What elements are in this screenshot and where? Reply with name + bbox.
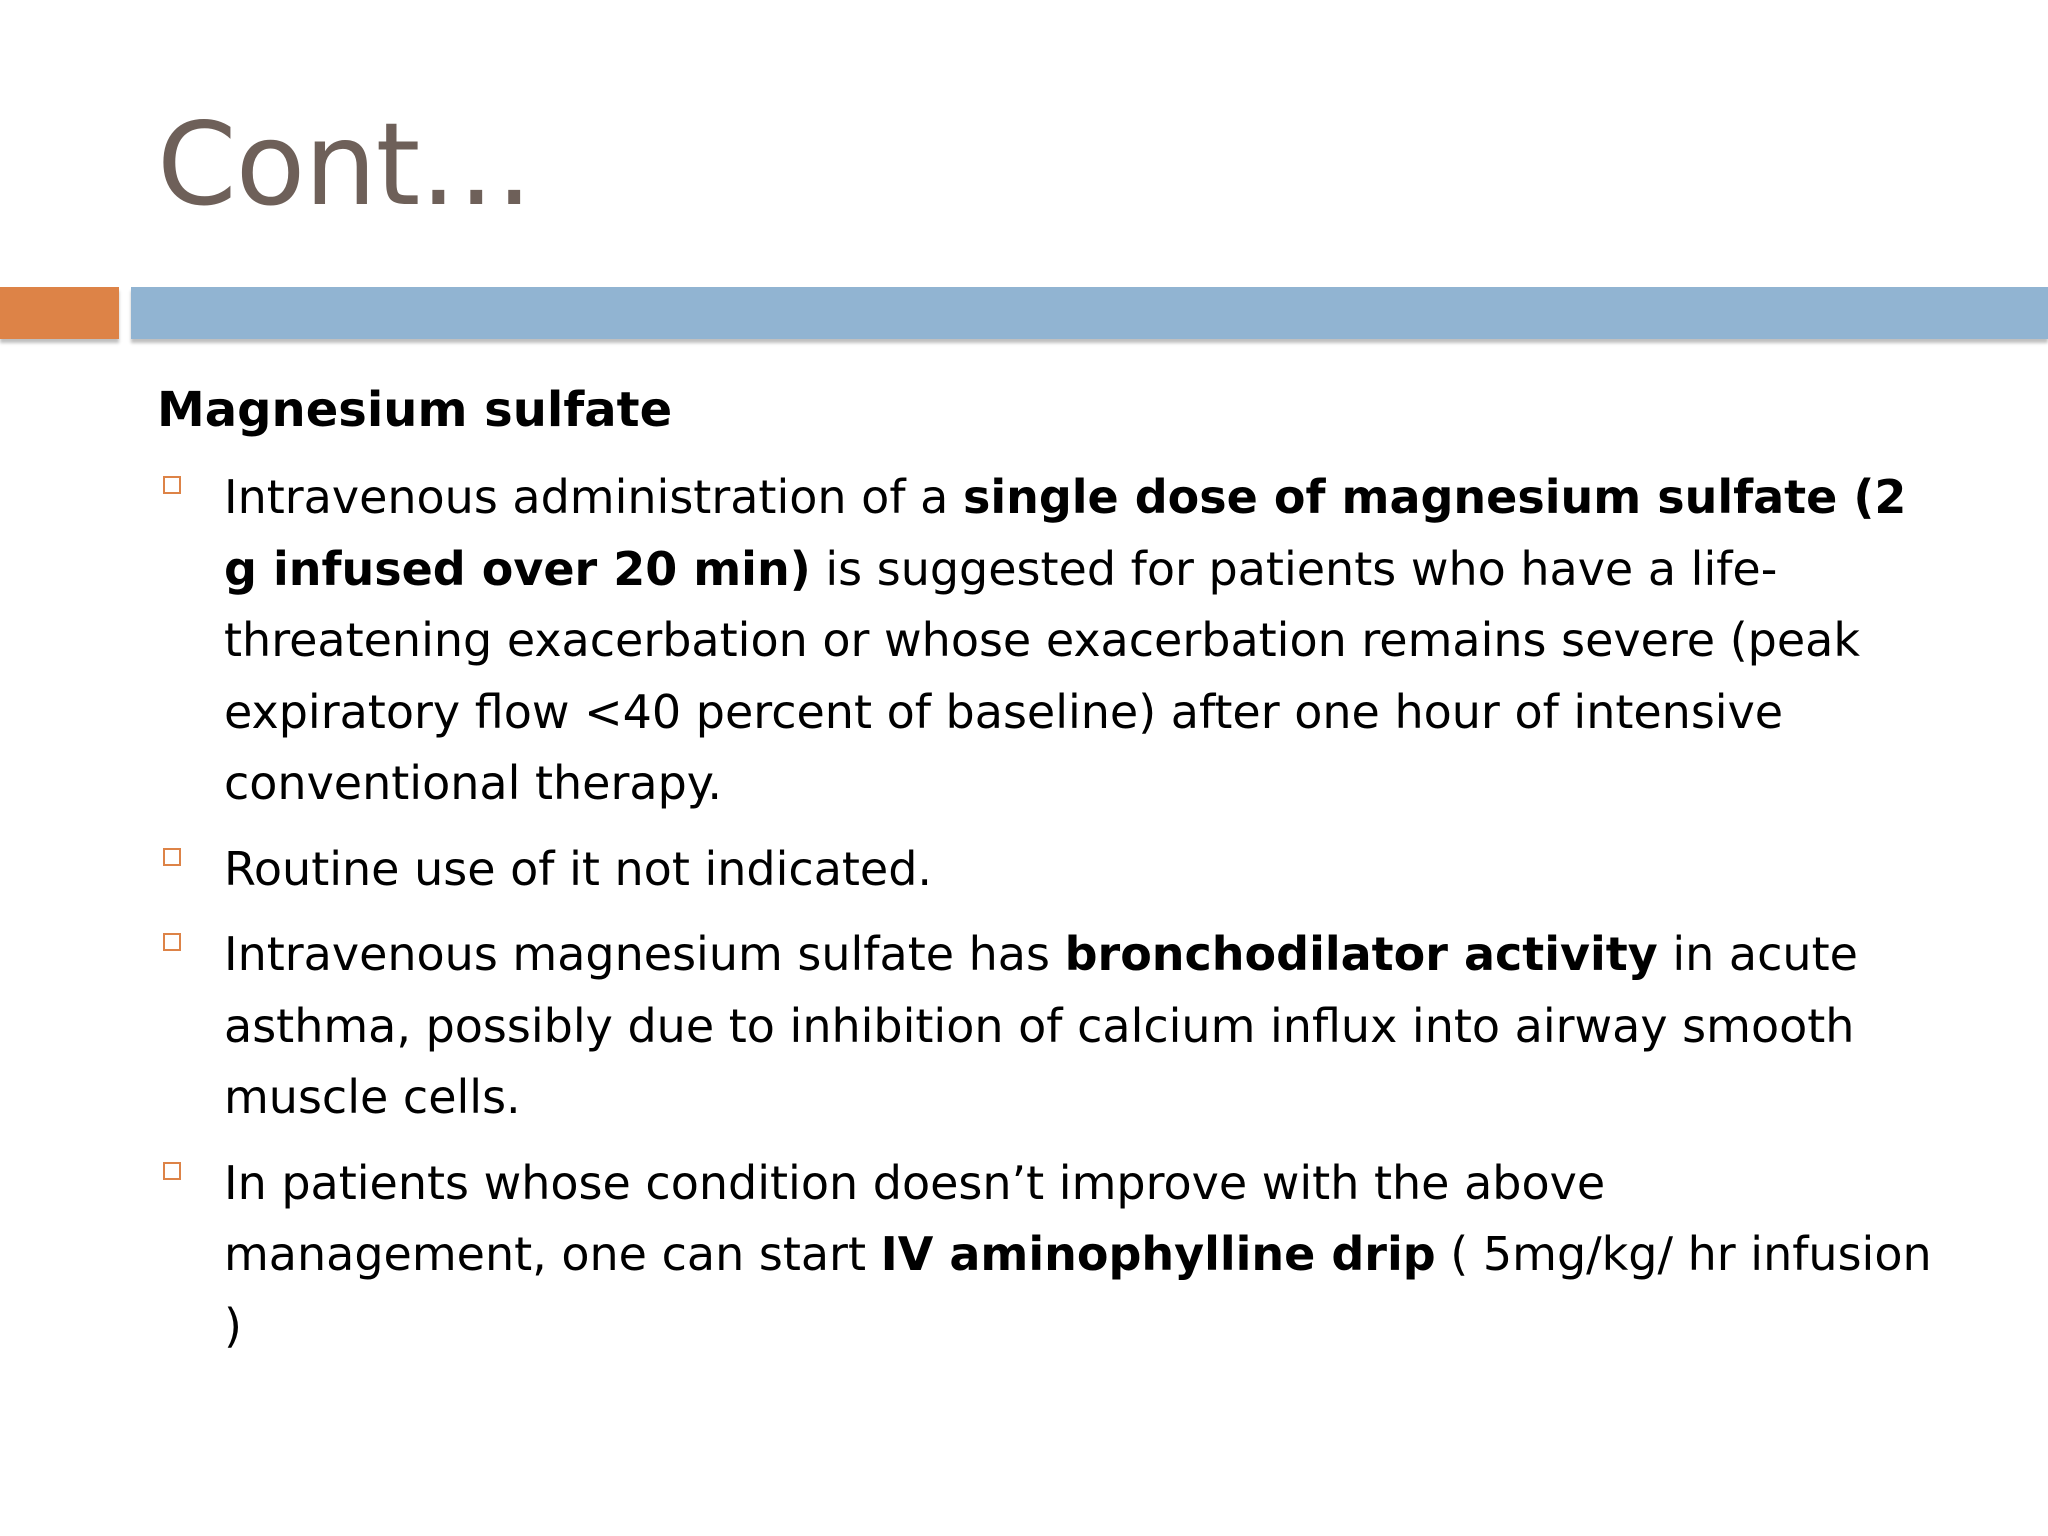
accent-bar-orange [0, 287, 119, 339]
bullet-text: ( 5mg/kg/ hr infusion ) [224, 1227, 1932, 1353]
hollow-square-icon [163, 848, 181, 866]
bullet-text: Routine use of it not indicated. [224, 841, 933, 896]
bullet-text: is suggested for patients who have a life-threatening exacerbation or whose exacerbation remains severe (peak expiratory flow <40 percent of baseline) after one hour of intensive conventional therapy. [224, 541, 1860, 810]
accent-bar-blue [131, 287, 2048, 339]
bullet-bold-text: single dose of magnesium sulfate (2 g infused over 20 min) [224, 470, 1907, 596]
bullet-text: Intravenous administration of a [224, 470, 963, 524]
hollow-square-icon [163, 1162, 181, 1180]
slide-title: Cont… [157, 98, 533, 231]
bullet-text: In patients whose condition doesn’t improve with the above management, one can start [224, 1155, 1606, 1281]
bullet-bold-text: bronchodilator activity [1064, 927, 1658, 981]
bullet-item [157, 462, 1937, 820]
bullet-item [157, 919, 1937, 1134]
bullet-list [157, 462, 1937, 1376]
hollow-square-icon [163, 933, 181, 951]
bullet-text: in acute asthma, possibly due to inhibition of calcium influx into airway smooth muscle cells. [224, 927, 1858, 1124]
bullet-item [157, 834, 1937, 906]
bullet-text: Intravenous magnesium sulfate has [224, 927, 1065, 981]
section-heading: Magnesium sulfate [157, 382, 673, 438]
bullet-bold-text: IV aminophylline drip [880, 1227, 1436, 1281]
bullet-item [157, 1148, 1937, 1363]
hollow-square-icon [163, 476, 181, 494]
